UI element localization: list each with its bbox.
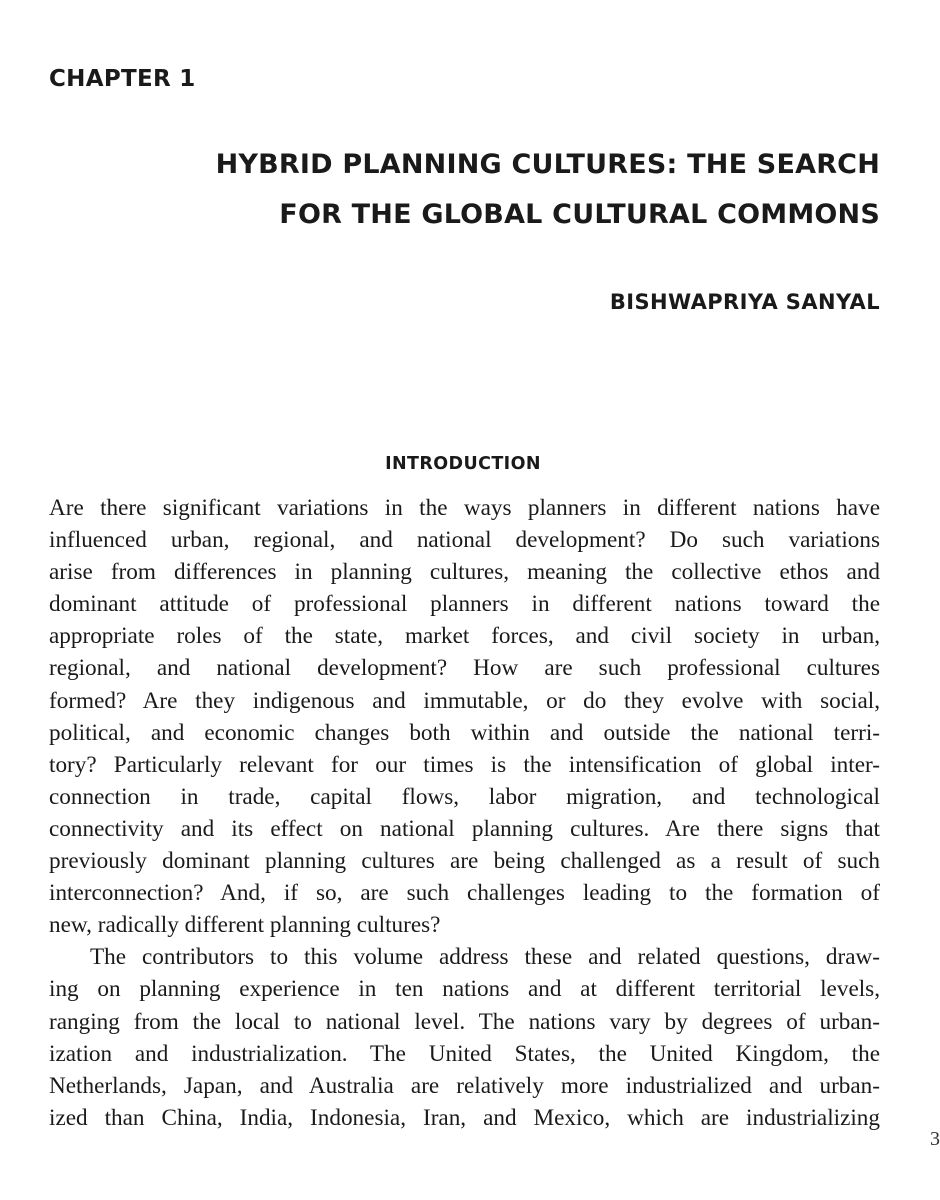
section-heading: INTRODUCTION	[385, 454, 541, 474]
text-line: dominant attitude of professional planners in different nations toward the	[49, 591, 880, 618]
text-line: ranging from the local to national level. The nations vary by degrees of urban-	[49, 1008, 880, 1035]
text-line: appropriate roles of the state, market forces, and civil society in urban,	[49, 623, 880, 650]
chapter-title-line: FOR THE GLOBAL CULTURAL COMMONS	[279, 199, 880, 230]
text-line: influenced urban, regional, and national development? Do such variations	[49, 527, 880, 554]
paragraph	[49, 941, 880, 1134]
text-line: previously dominant planning cultures are being challenged as a result of such	[49, 848, 880, 875]
text-line: ing on planning experience in ten nations and at different territorial levels,	[49, 976, 880, 1003]
page-number: 3	[930, 1128, 940, 1150]
text-line: new, radically different planning cultures?	[49, 912, 441, 939]
text-line: formed? Are they indigenous and immutable, or do they evolve with social,	[49, 687, 880, 714]
text-line: interconnection? And, if so, are such challenges leading to the formation of	[49, 880, 880, 907]
paragraph	[49, 492, 880, 941]
text-line: arise from differences in planning cultures, meaning the collective ethos and	[49, 559, 880, 586]
text-line: Are there significant variations in the ways planners in different nations have	[49, 495, 880, 521]
text-line: political, and economic changes both within and outside the national terri-	[49, 719, 880, 746]
text-line: connectivity and its effect on national planning cultures. Are there signs that	[49, 815, 880, 842]
text-line: connection in trade, capital flows, labor migration, and technological	[49, 783, 880, 810]
text-line: The contributors to this volume address these and related questions, draw-	[90, 944, 880, 971]
text-line: ized than China, India, Indonesia, Iran, and Mexico, which are industrializing	[49, 1104, 880, 1131]
chapter-title	[216, 140, 880, 240]
body-text	[49, 492, 880, 1134]
chapter-label: CHAPTER 1	[49, 66, 196, 92]
text-line: regional, and national development? How are such professional cultures	[49, 655, 880, 682]
text-line: tory? Particularly relevant for our times is the intensification of global inter-	[49, 751, 880, 778]
author-name: BISHWAPRIYA SANYAL	[609, 290, 880, 314]
text-line: Netherlands, Japan, and Australia are relatively more industrialized and urban-	[49, 1072, 880, 1099]
chapter-title-line: HYBRID PLANNING CULTURES: THE SEARCH	[215, 149, 880, 180]
text-line: ization and industrialization. The United States, the United Kingdom, the	[49, 1040, 880, 1067]
